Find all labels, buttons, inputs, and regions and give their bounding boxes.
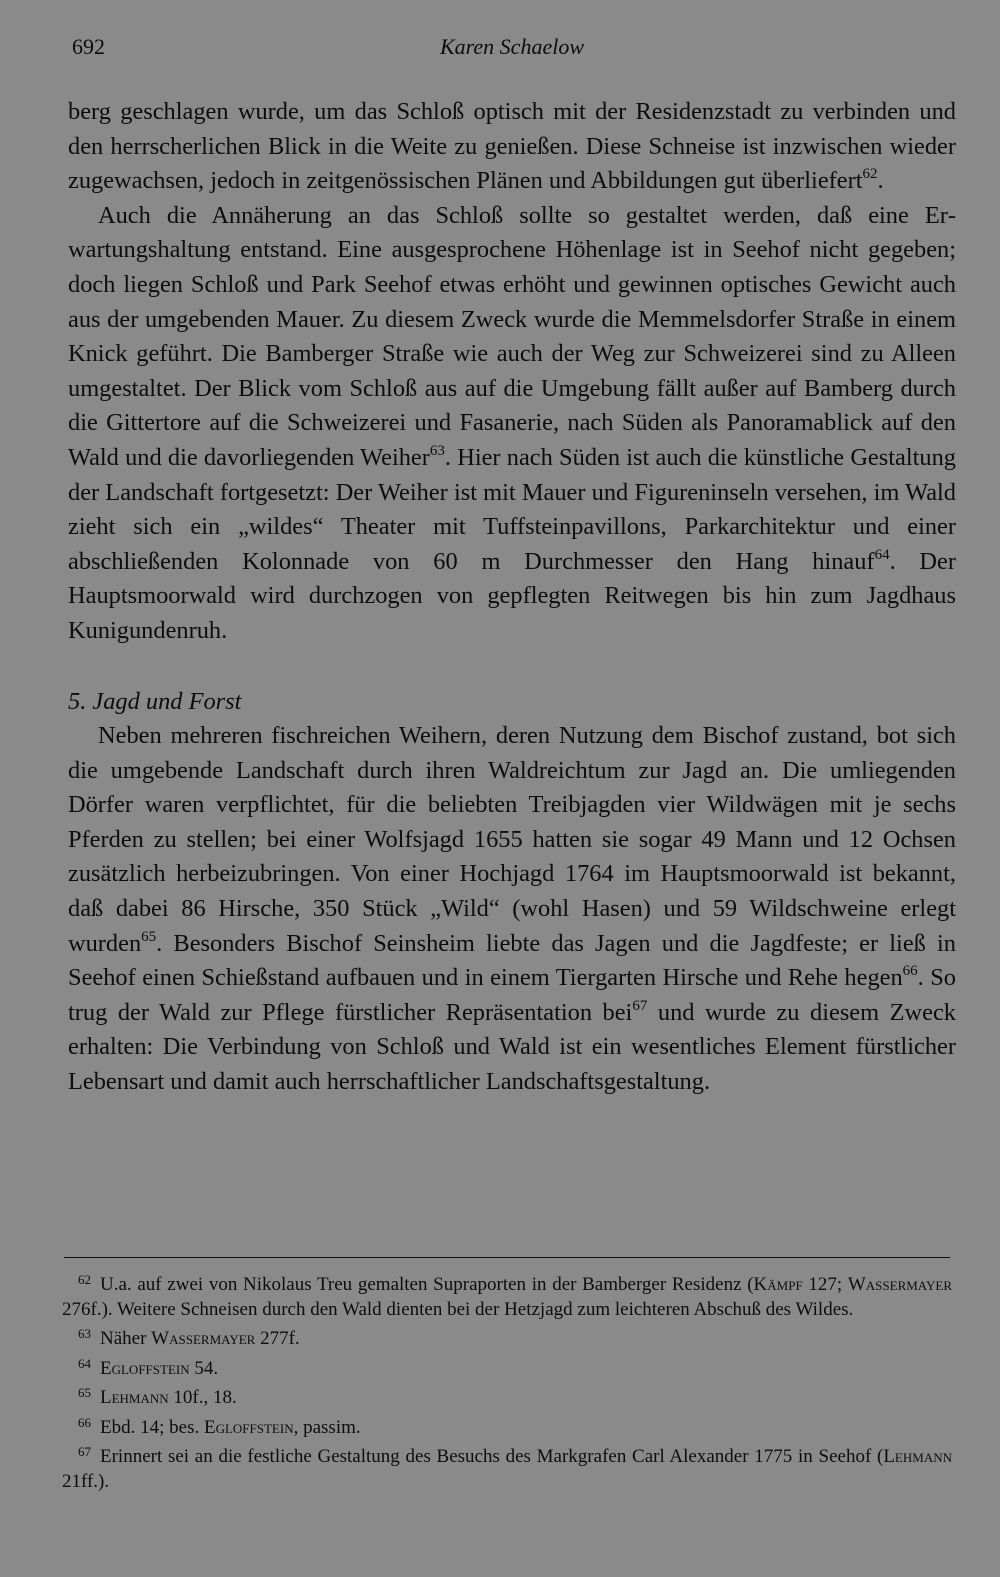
footnote-66 bbox=[62, 1411, 952, 1441]
text-run: 127; bbox=[802, 1274, 848, 1295]
text-run: Neben mehreren fischreichen Weihern, deren Nutzung dem Bischof zustand, bot sich die umgebende Landschaft durch ihren Waldreichtum zur Jagd an. Die umliegenden Dörfer waren verpflichtet, für die beliebten Treibjagden vier Wildwägen mit je sechs Pferden zu stellen; bei einer Wolfsjagd 1655 hatten sie sogar 49 Mann und 12 Ochsen zusätzlich herbeizubringen. Von einer Hochjagd 1764 im Hauptsmoorwald ist bekannt, daß dabei 86 Hirsche, 350 Stück „Wild“ (wohl Hasen) und 59 Wildschweine erlegt wurden bbox=[68, 722, 956, 957]
footnote-divider bbox=[64, 1257, 950, 1258]
author-name: Wassermayer bbox=[847, 1274, 952, 1295]
text-run: 54. bbox=[189, 1357, 219, 1379]
text-run: . Hier nach Süden ist auch die künstliche Gestaltung der Landschaft fortgesetzt: Der Weiher ist mit Mauer und Figureninseln versehen, im Wald zieht sich ein „wildes“ Theater mit Tuffsteinpavillons, Parkarchitektur und einer abschließenden Kolonnade von 60 m Durchmesser den Hang hinauf bbox=[68, 443, 956, 575]
text-run: 10f., 18. bbox=[168, 1387, 237, 1408]
author-name: Wassermayer bbox=[151, 1328, 256, 1349]
footnote-ref-66[interactable]: 66 bbox=[902, 963, 918, 980]
footnote-64 bbox=[62, 1352, 952, 1382]
page-number: 692 bbox=[72, 34, 105, 59]
text-run: 276f.). Weitere Schneisen durch den Wald dienten bei der Hetzjagd zum leichteren Abschuß des Wildes. bbox=[62, 1298, 854, 1320]
paragraph bbox=[68, 199, 956, 649]
footnote-65 bbox=[62, 1381, 952, 1411]
text-run: . Besonders Bischof Seinsheim liebte das Jagen und die Jagdfeste; er ließ in Seehof einen Schießstand aufbauen und in einem Tiergarten Hirsche und Rehe hegen bbox=[68, 929, 956, 992]
footnote-63 bbox=[62, 1322, 952, 1352]
footnote-number: 62 bbox=[78, 1272, 91, 1287]
author-name: Lehmann bbox=[100, 1387, 169, 1408]
text-run: Auch die Annäherung an das Schloß sollte so gestaltet werden, daß eine Erwartungshaltung entstand. Eine ausgesprochene Höhenlage ist in Seehof nicht gegeben; doch liegen Schloß und Park Seehof etwas erhöht und gewinnen optisches Gewicht auch aus der umgebenden Mauer. Zu diesem Zweck wurde die Memmelsdorfer Straße in einem Knick geführt. Die Bamberger Straße wie auch der Weg zur Schweizerei sind zu Alleen umgestaltet. Der Blick vom Schloß aus auf die Umgebung fällt außer auf Bamberg durch die Gittertore auf die Schweizerei und Fasanerie, nach Süden als Panoramablick auf den Wald und die davorliegenden Weiher bbox=[68, 201, 956, 471]
footnote-ref-62[interactable]: 62 bbox=[862, 166, 878, 183]
paragraph bbox=[68, 719, 956, 1100]
text-run: Ebd. 14; bes. bbox=[100, 1416, 204, 1438]
footnote-62 bbox=[62, 1268, 952, 1322]
author-name: Egloffstein bbox=[203, 1416, 294, 1438]
author-name: Lehmann bbox=[883, 1446, 952, 1467]
text-run: berg geschlagen wurde, um das Schloß optisch mit der Residenzstadt zu verbinden und den herrscherlichen Blick in die Weite zu genießen. Diese Schneise ist inzwischen wieder zugewachsen, jedoch in zeitgenössischen Plänen und Abbildungen gut überliefert bbox=[68, 98, 956, 195]
author-name: Egloffstein bbox=[100, 1357, 190, 1379]
footnote-number: 65 bbox=[78, 1385, 91, 1400]
text-run: , passim. bbox=[293, 1416, 361, 1438]
footnote-ref-64[interactable]: 64 bbox=[874, 546, 890, 563]
footnotes bbox=[62, 1268, 952, 1494]
text-run: 277f. bbox=[255, 1328, 300, 1349]
running-head bbox=[68, 34, 956, 64]
footnote-ref-65[interactable]: 65 bbox=[141, 928, 157, 945]
footnote-number: 64 bbox=[78, 1355, 91, 1371]
footnote-number: 66 bbox=[78, 1414, 91, 1430]
text-run: . So trug der Wald zur Pflege fürstlicher Repräsentation bei bbox=[68, 964, 956, 1026]
paragraph bbox=[68, 95, 956, 199]
text-run: Näher bbox=[100, 1328, 152, 1349]
text-run: 21ff.). bbox=[62, 1470, 110, 1492]
footnote-ref-63[interactable]: 63 bbox=[429, 442, 445, 459]
text-run: U.a. auf zwei von Nikolaus Treu gemalten Supraporten in der Bamberger Residenz ( bbox=[100, 1274, 754, 1295]
section-heading: 5. Jagd und Forst bbox=[68, 687, 242, 715]
footnote-67 bbox=[62, 1440, 952, 1494]
footnote-ref-67[interactable]: 67 bbox=[632, 997, 648, 1014]
author-name: Kämpf bbox=[753, 1274, 803, 1295]
main-text bbox=[68, 95, 956, 1100]
text-run: . bbox=[877, 167, 884, 195]
running-title: Karen Schaelow bbox=[440, 34, 584, 59]
text-run: und wurde zu diesem Zweck erhalten: Die Verbindung von Schloß und Wald ist ein wesentliches Element fürstlicher Lebensart und damit auch herrschaftlicher Landschaftsgestaltung. bbox=[68, 998, 956, 1096]
footnote-number: 67 bbox=[78, 1444, 91, 1459]
text-run: Erinnert sei an die festliche Gestaltung des Besuchs des Markgrafen Carl Alexander 1775 in Seehof ( bbox=[100, 1446, 884, 1467]
text-run: . Der Hauptsmoorwald wird durchzogen von gepflegten Reitwegen bis hin zum Jagdhaus Kunigundenruh. bbox=[68, 547, 956, 644]
footnote-number: 63 bbox=[78, 1326, 91, 1341]
